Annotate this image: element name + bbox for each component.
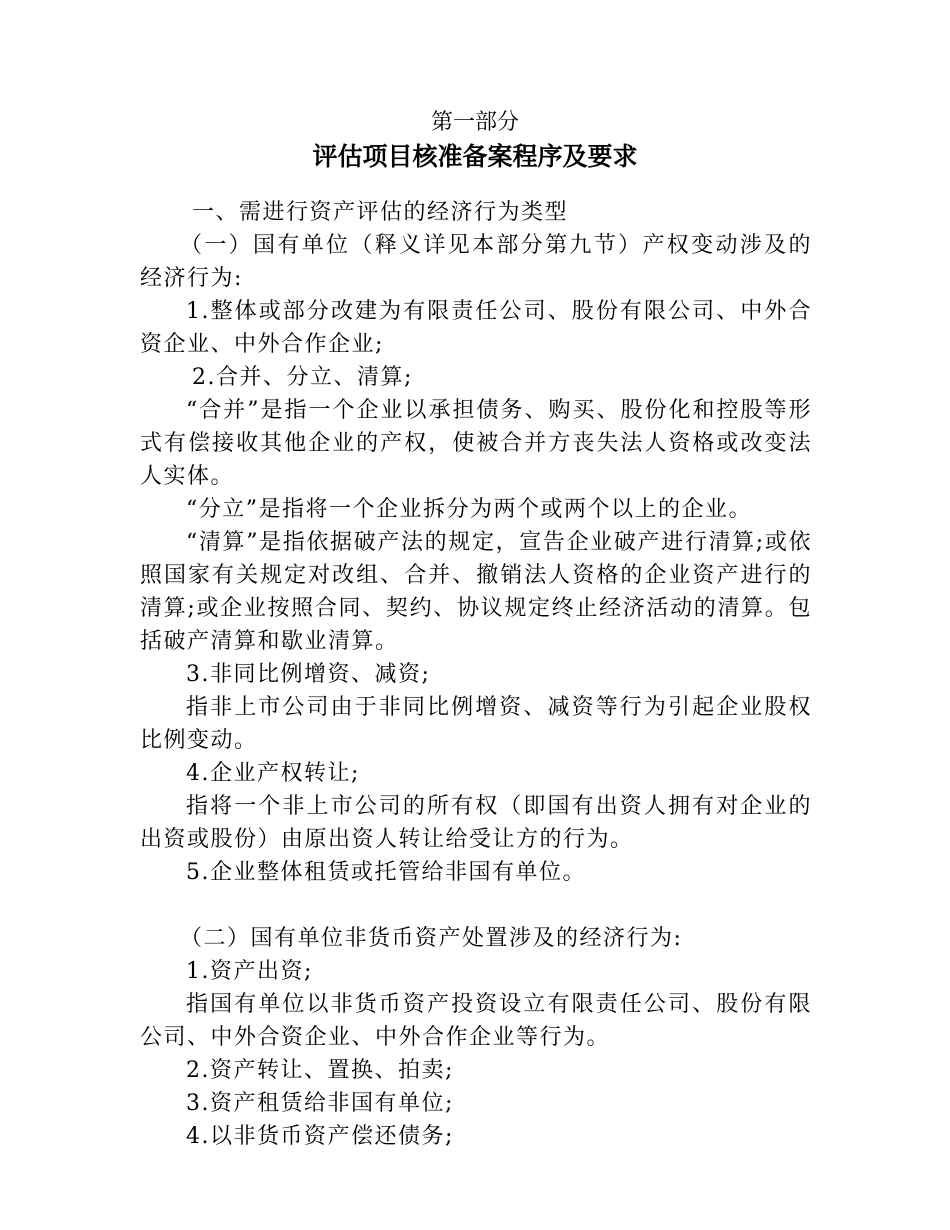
list-item: 5.企业整体租赁或托管给非国有单位。 [186,860,586,885]
paragraph: 指将一个非上市公司的所有权（即国有出资人拥有对企业的出资或股份）由原出资人转让给受让方的行为。 [140,794,812,852]
subsection-heading: （二）国有单位非货币资产处置涉及的经济行为: [180,926,683,951]
list-item: 3.非同比例增资、减资; [186,662,431,687]
list-item: 4.以非货币资产偿还债务; [186,1124,454,1149]
paragraph: “清算”是指依据破产法的规定，宣告企业破产进行清算;或依照国家有关规定对改组、合并、撤销法人资格的企业资产进行的清算;或企业按照合同、契约、协议规定终止经济活动的清算。包括破产清算和歇业清算。 [140,530,812,654]
list-item: 4.企业产权转让; [186,761,360,786]
paragraph: 指非上市公司由于非同比例增资、减资等行为引起企业股权比例变动。 [140,695,812,753]
document-title: 评估项目核准备案程序及要求 [312,142,638,171]
paragraph: “合并”是指一个企业以承担债务、购买、股份化和控股等形式有偿接收其他企业的产权，使被合并方丧失法人资格或改变法人实体。 [140,398,812,489]
list-item: 3.资产租赁给非国有单位; [186,1091,454,1116]
part-label: 第一部分 [430,110,519,135]
section-heading: 一、需进行资产评估的经济行为类型 [192,200,569,225]
list-item: 1.整体或部分改建为有限责任公司、股份有限公司、中外合资企业、中外合作企业; [140,299,812,357]
list-item: 1.资产出资; [186,959,313,984]
document-body [140,196,812,1153]
paragraph-gap [140,889,812,922]
paragraph: 指国有单位以非货币资产投资设立有限责任公司、股份有限公司、中外合资企业、中外合作企业等行为。 [140,992,812,1050]
list-item: 2.合并、分立、清算; [192,365,413,390]
list-item: 2.资产转让、置换、拍卖; [186,1058,454,1083]
paragraph: “分立”是指将一个企业拆分为两个或两个以上的企业。 [186,497,752,522]
subsection-heading: （一）国有单位（释义详见本部分第九节）产权变动涉及的经济行为: [140,233,812,291]
